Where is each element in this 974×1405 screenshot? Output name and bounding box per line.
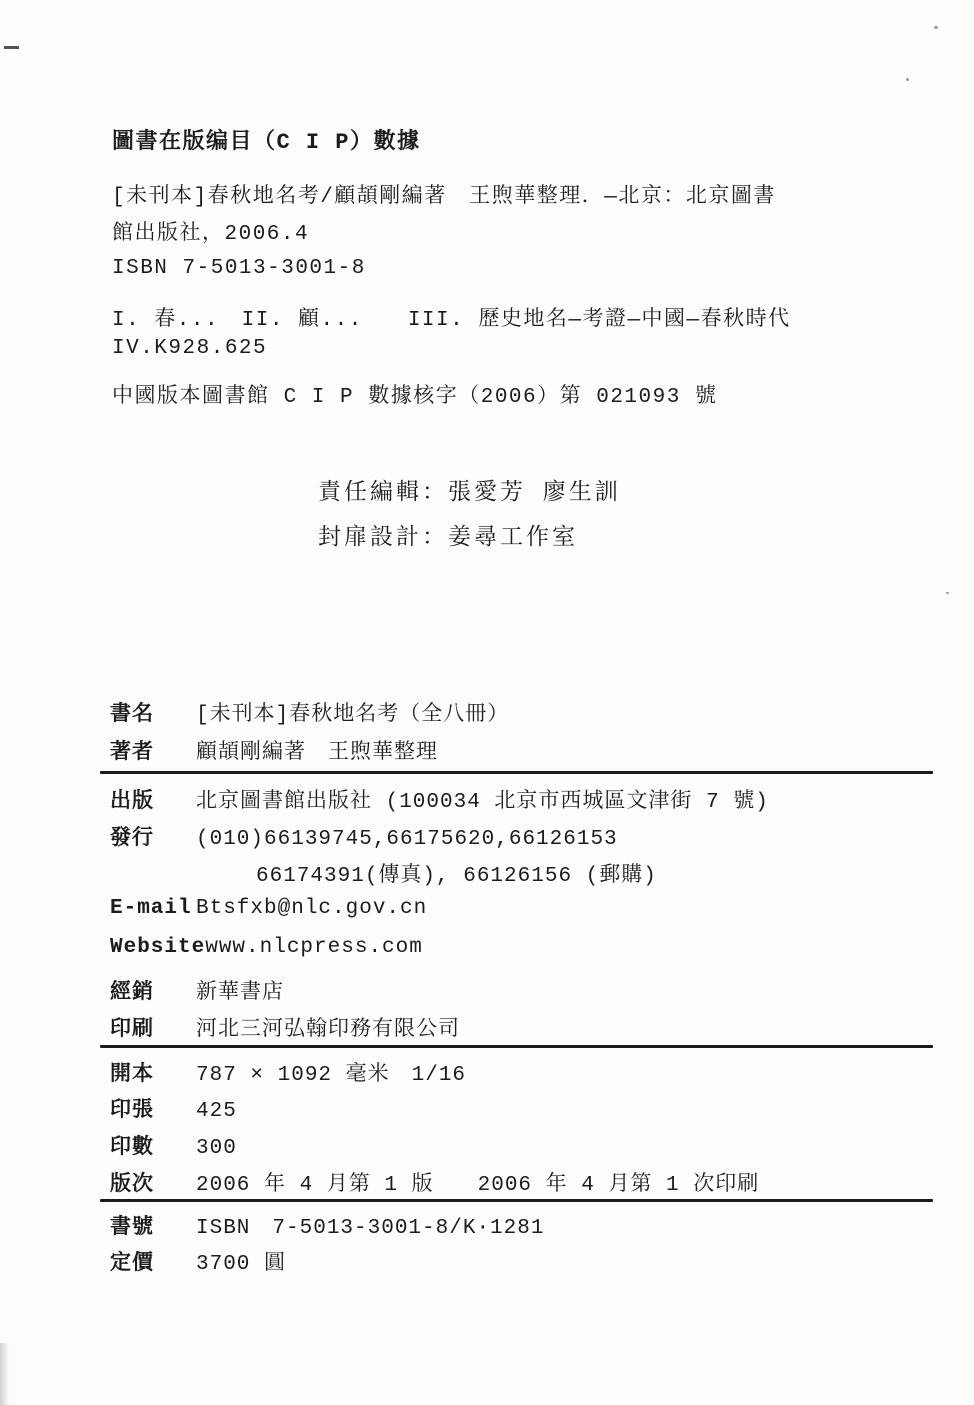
row-value: www.nlcpress.com: [205, 936, 423, 959]
responsible-editor-line: 責任編輯：張愛芳 廖生訓: [318, 480, 621, 506]
row-value: 3700 圓: [196, 1253, 287, 1276]
row-value: Btsfxb@nlc.gov.cn: [196, 897, 428, 920]
colophon-row-email: [110, 897, 427, 920]
colophon-row-title: [110, 697, 509, 727]
colophon-row-website: [110, 936, 423, 959]
cip-record-number: 中國版本圖書館 C I P 數據核字（2006）第 021093 號: [112, 386, 718, 409]
colophon-row-distribution-cont: [110, 858, 657, 888]
row-value: 300: [196, 1137, 237, 1160]
colophon-row-print-run: [110, 1130, 237, 1160]
colophon-row-author: [110, 735, 438, 765]
row-value: 顧頡剛編著 王煦華整理: [196, 742, 438, 765]
row-label: 定價: [110, 1253, 154, 1276]
row-value: (010)66139745,66175620,66126153: [196, 828, 618, 851]
colophon-row-sheets: [110, 1093, 237, 1123]
row-value: 66174391(傳真), 66126156 (郵購): [256, 865, 657, 888]
colophon-row-price: [110, 1246, 286, 1276]
row-label: 經銷: [110, 982, 154, 1005]
row-label: 印數: [110, 1137, 154, 1160]
divider-rule: [100, 1045, 933, 1048]
cip-classification-line2: IV.K928.625: [112, 337, 268, 360]
colophon-row-edition: [110, 1167, 759, 1197]
cip-description-line1: [未刊本]春秋地名考/顧頡剛編著 王煦華整理．—北京：北京圖書: [112, 186, 776, 209]
row-value: [未刊本]春秋地名考（全八冊）: [196, 704, 510, 727]
row-value: 新華書店: [196, 982, 284, 1005]
colophon-row-publisher: [110, 784, 769, 814]
row-value: 787 × 1092 毫米 1/16: [196, 1064, 467, 1087]
row-label: 印刷: [110, 1019, 154, 1042]
divider-rule: [100, 771, 933, 774]
colophon-row-retailer: [110, 975, 284, 1005]
row-label: 書名: [110, 704, 154, 727]
colophon-row-format: [110, 1057, 466, 1087]
scan-edge-shadow: [0, 1343, 9, 1405]
row-label: 印張: [110, 1100, 154, 1123]
row-label: 著者: [110, 742, 154, 765]
row-value: 北京圖書館出版社 (100034 北京市西城區文津街 7 號): [196, 791, 769, 814]
colophon-row-printer: [110, 1012, 460, 1042]
row-label: 出版: [110, 791, 154, 814]
cover-design-line: 封扉設計：姜尋工作室: [318, 525, 578, 551]
row-value: ISBN 7-5013-3001-8/K·1281: [196, 1217, 545, 1240]
colophon-row-book-number: [110, 1210, 544, 1240]
divider-rule: [100, 1199, 933, 1202]
row-value: 河北三河弘翰印務有限公司: [196, 1019, 460, 1042]
scan-artifact-dash: [4, 46, 19, 49]
row-label: Website: [110, 936, 206, 959]
cip-isbn: ISBN 7-5013-3001-8: [112, 257, 366, 280]
scan-speck: [946, 592, 949, 594]
scan-speck: [906, 78, 909, 81]
row-label: 發行: [110, 828, 154, 851]
row-label: E-mail: [110, 897, 192, 920]
row-label: 書號: [110, 1217, 154, 1240]
row-label: 版次: [110, 1174, 154, 1197]
colophon-row-distribution: [110, 821, 618, 851]
row-label: 開本: [110, 1064, 154, 1087]
cip-heading: 圖書在版编目（C I P）數據: [112, 130, 421, 155]
row-value: 2006 年 4 月第 1 版 2006 年 4 月第 1 次印刷: [196, 1174, 760, 1197]
cip-description-line2: 館出版社，2006.4: [112, 223, 310, 246]
row-value: 425: [196, 1100, 237, 1123]
cip-classification-line1: I. 春... II. 顧... III. 歷史地名—考證—中國—春秋時代: [112, 309, 791, 332]
scan-speck: [934, 26, 938, 29]
